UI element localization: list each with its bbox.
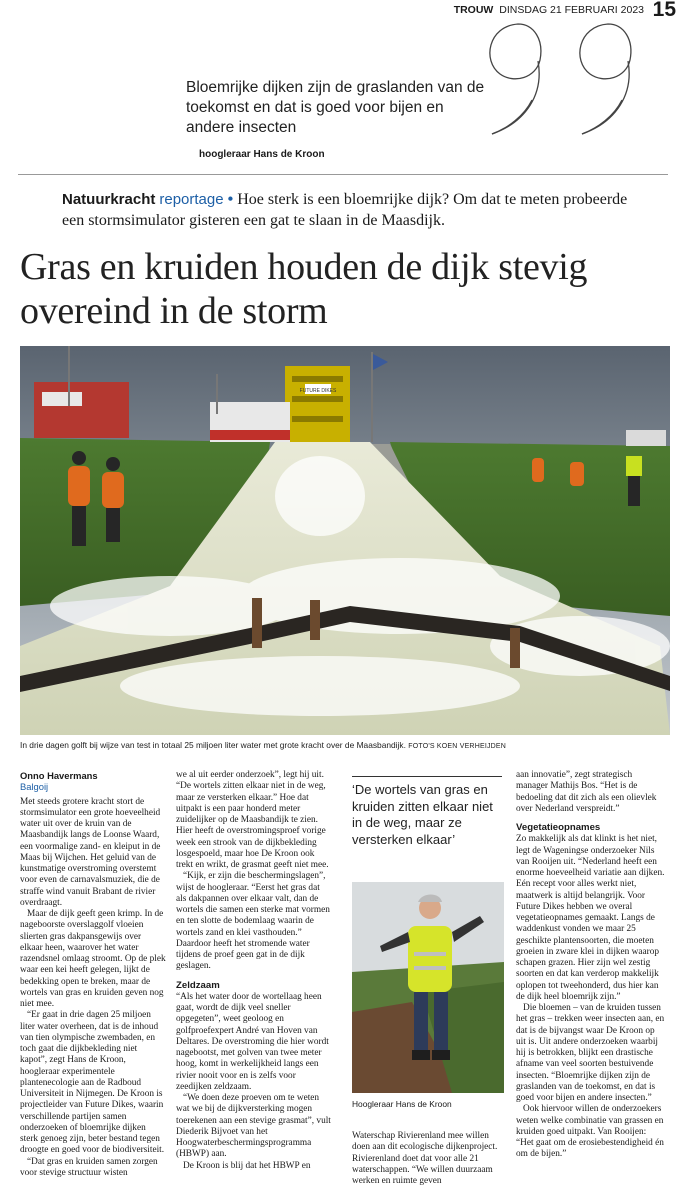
paragraph: Waterschap Rivierenland mee willen doen aan dit ecologische dijkenproject. Rivierenland doet dat voor alle 21 waterschappen. “We willen duurzaam werken en ruimte geven	[352, 1131, 498, 1186]
paragraph: Die bloemen – van de kruiden tussen het gras – trekken weer insecten aan, en dat is de bijvangst waar De Kroon op uit is. Uit andere onderzoeken waarbij hij is betrokken, blijkt een drastische afname van veel soorten bestuivende insecten. “Bloemrijke dijken zijn de graslanden van de toekomst, en dat is goed voor bijen en andere insecten.”	[516, 1003, 665, 1103]
paragraph: Zo makkelijk als dat klinkt is het niet, legt de Wageningse onderzoeker Nils van Rooijen uit. “Nederland heeft een enorme hoeveelheid variatie aan dijken. Eén recept voor alles werkt niet, maatwerk is altijd belangrijk. Voor Future Dikes hebben we overal vegetatieopnames gemaakt. Langs de waddenkust vonden we maar 25 geschikte plantensoorten, die moeten groeien in zware klei in dijken waarop schapen grazen. Hier zijn wel zestig soorten en dat kan verderop makkelijk oplopen tot tweehonderd, dus hier kan de dijk heel bloemrijk zijn.”	[516, 834, 665, 1002]
divider	[18, 174, 668, 175]
page-number: 15	[652, 0, 676, 21]
article-intro	[62, 189, 652, 231]
top-quote-author: hoogleraar Hans de Kroon	[199, 149, 325, 160]
intro-text: Hoe sterk is een bloemrijke dijk? Om dat te meten probeerde een stormsimulator gisteren een gat te slaan in de Maasdijk.	[62, 191, 628, 229]
newspaper-name: TROUW	[453, 4, 494, 16]
paragraph: “Er gaat in drie dagen 25 miljoen liter water overheen, dat is de inhoud van tien olympische zwembaden, en toch gaat die dijkbekleding niet kapot”, zegt Hans de Kroon, hoogleraar experimentele plantenecologie aan de Radboud Universiteit in Nijmegen. De Kroon is projectleider van Future Dikes, waarin verschillende partijen samen onderzoeken of bloemrijke dijken sterk genoeg zijn, beter bestand tegen droogte en goed voor de biodiversiteit.	[20, 1010, 165, 1156]
paragraph: we al uit eerder onderzoek”, legt hij uit. “De wortels zitten elkaar niet in de weg, maar ze versterken elkaar.” Hoe dat uitpakt is een paar honderd meter zuidelijker op de Maasbandijk te zien. Hier heeft de overstromingsproef vorige week een strook van de dijkbekleding losgespoeld, maar hoe De Kroon ook trekt en wrikt, de grasmat geeft niet mee.	[176, 770, 329, 870]
paragraph: Met steeds grotere kracht stort de stormsimulator een grote hoeveelheid water uit over de kruin van de Maasbandijk langs de Loonse Waard, een voormalige zand- en kleiput in de Maas bij Wijchen. Het geluid van de kunstmatige overstroming overstemt voor even de carnavalsmuziek, die de straffe wind vanuit Brabant de rivier overdraagt.	[20, 796, 161, 908]
subheading: Vegetatieopnames	[516, 822, 601, 833]
issue-date: DINSDAG 21 FEBRUARI 2023	[499, 4, 644, 16]
portrait-caption: Hoogleraar Hans de Kroon	[352, 1099, 452, 1109]
paragraph: De Kroon is blij dat het HBWP en	[183, 1160, 311, 1171]
photo-caption-text: In drie dagen golft bij wijze van test in totaal 25 miljoen liter water met grote kracht over de Maasbandijk.	[20, 740, 406, 750]
photo-caption	[20, 740, 670, 750]
byline-author: Onno Havermans	[20, 770, 98, 781]
paragraph: “Kijk, er zijn die beschermingslagen”, wijst de hoogleraar. “Eerst het gras dat als dakpannen over elkaar valt, dan de wortels die samen een sterke mat vormen en ten slotte de bodemlaag waarin de wortels zand en klei vasthouden.” Daardoor heeft het stromende water tijdens de proef geen gat in de dijk geslagen.	[176, 871, 330, 972]
paragraph: “Als het water door de wortellaag heen gaat, wordt de dijk veel sneller opgegeten”, weet geoloog en golfproefexpert André van Hoven van Deltares. De overstroming die hier wordt nagebootst, met golven van twee meter hoog, komt in werkelijkheid langs een rivier nooit voor en is zelfs voor zeedijken zeldzaam.	[176, 991, 329, 1092]
paragraph: “Dat gras en kruiden samen zorgen voor stevige structuur wisten	[20, 1156, 158, 1178]
byline-place: Balgoij	[20, 781, 49, 793]
column-2	[176, 770, 332, 1195]
top-pull-quote: Bloemrijke dijken zijn de graslanden van de toekomst en dat is goed voor bijen en andere insecten	[186, 79, 485, 136]
pull-quote: ‘De wortels van gras en kruiden zitten elkaar niet in de weg, maar ze versterken elkaar’	[352, 782, 493, 847]
quote-mark-icon	[478, 16, 668, 146]
paragraph: aan innovatie”, zegt strategisch manager Mathijs Bos. “Het is de bedoeling dat dit zich als een olievlek over Nederland verspreidt.”	[516, 770, 657, 814]
column-1	[20, 770, 166, 1195]
subsection-label: reportage	[159, 191, 224, 208]
pull-quote-rule	[352, 776, 502, 777]
section-label: Natuurkracht	[62, 191, 156, 208]
headline: Gras en kruiden houden de dijk stevig overeind in de storm	[20, 246, 588, 332]
header-info	[454, 4, 644, 16]
intro-bullet: •	[227, 191, 234, 208]
paragraph: Maar de dijk geeft geen krimp. In de nageboorste overslaggolf vloeien slierten gras dakpansgewijs over elkaar heen, waarover het water razendsnel omlaag stroomt. Op de plek waar een kei heeft gelegen, lijkt de bedekking open te breken, maar de wortels van gras en kruiden geven nog niet mee.	[20, 909, 166, 1009]
paragraph: Ook hiervoor willen de onderzoekers weten welke combinatie van grassen en kruiden goed uitpakt. Van Rooijen: “Het gaat om de erosiebestendigheid én om de bijen.”	[516, 1104, 664, 1160]
banner-label: FUTURE DIKES	[299, 388, 337, 394]
photo-credit: FOTO'S KOEN VERHEIJDEN	[408, 743, 507, 750]
subheading: Zeldzaam	[176, 979, 220, 991]
portrait-photo	[352, 882, 504, 1093]
paragraph: “We doen deze proeven om te weten wat we bij de dijkversterking mogen toerekenen aan een stevige grasmat”, vult Diederik Bijvoet van het Hoogwaterbeschermingsprogramma (HBWP) aan.	[176, 1093, 331, 1160]
column-4	[516, 770, 666, 1195]
main-photo	[20, 346, 670, 735]
